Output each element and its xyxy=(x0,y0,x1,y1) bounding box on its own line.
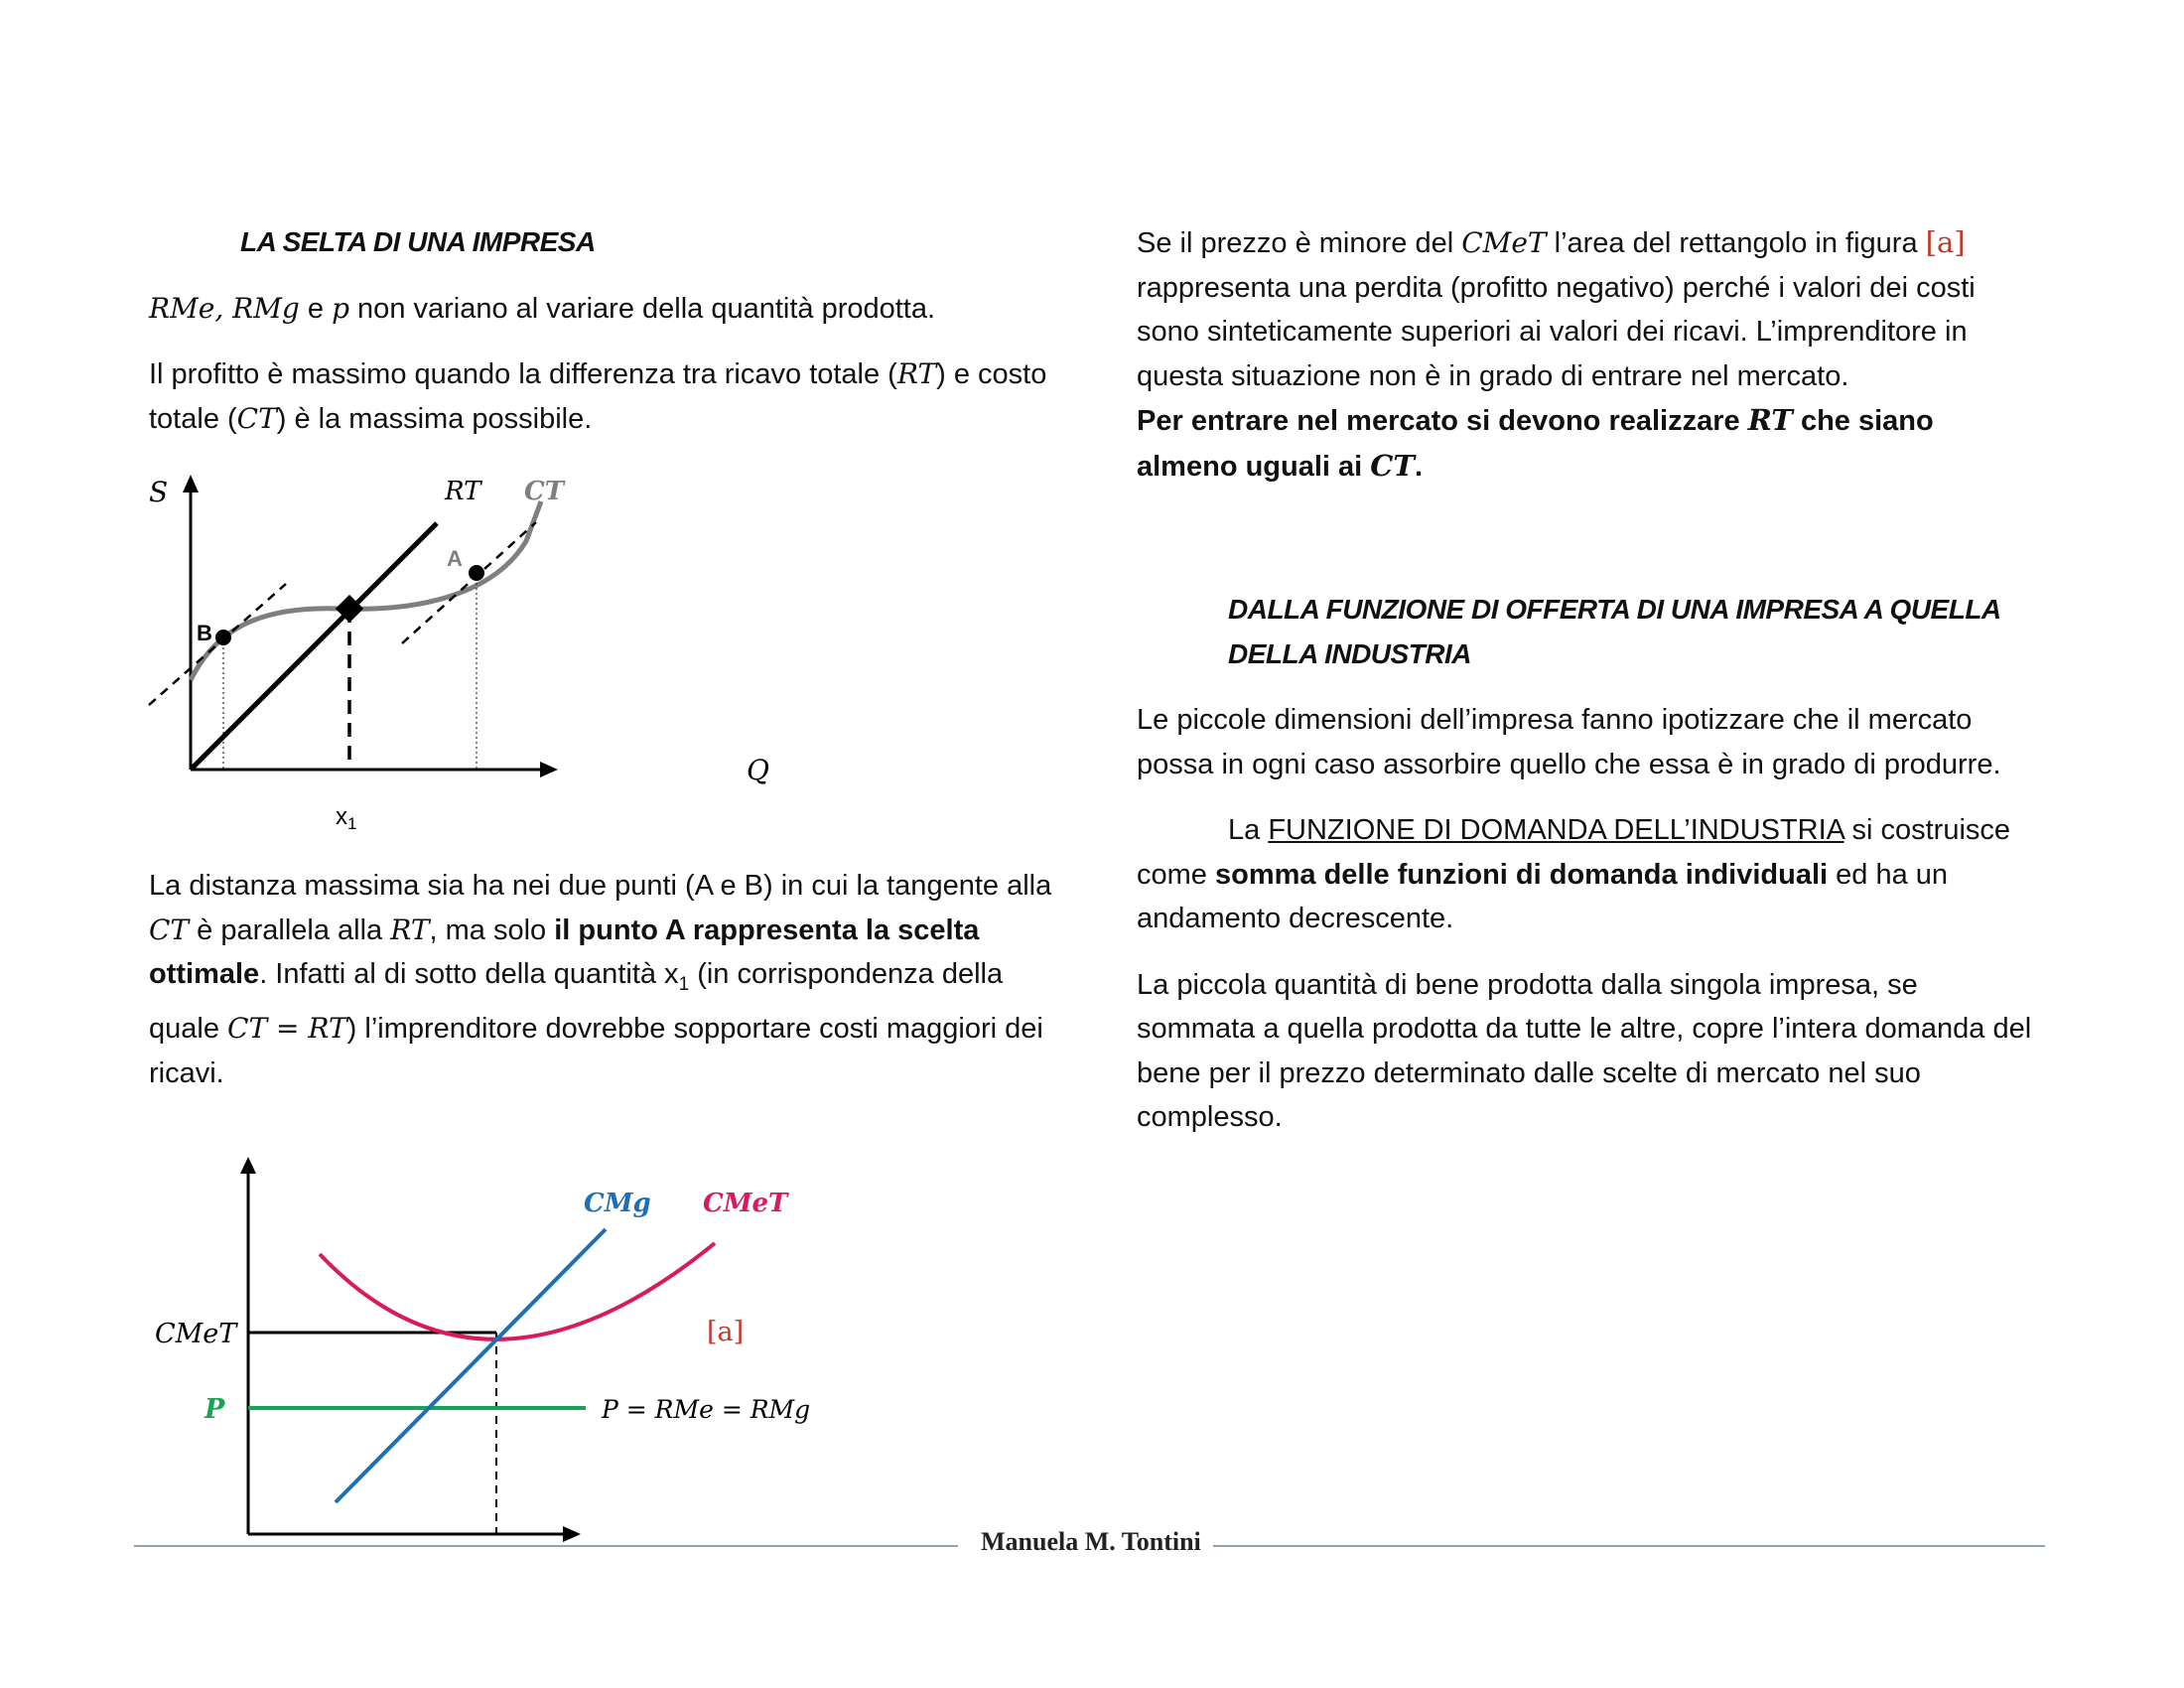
price-line-label: P = RMe = RMg xyxy=(602,1395,811,1424)
section-title-impresa: LA SELTA DI UNA IMPRESA xyxy=(240,226,596,257)
paragraph-piccola-quantita: La piccola quantità di bene prodotta dalla singola impresa, se sommata a quella prodotta da tutte le altre, copre l’intera domanda del bene per il prezzo determinato dalle scelte di mercato nel suo complesso. xyxy=(1137,968,2032,1133)
paragraph-cmet-perdita: Se il prezzo è minore del CMeT l’area del rettangolo in figura [a] rappresenta una perdita (profitto negativo) perché i valori dei costi sono sinteticamente superiori ai valori dei ricavi. L’imprenditore in questa situazione non è in grado di entrare nel mercato. xyxy=(1137,225,1976,392)
right-column xyxy=(1137,220,2035,1140)
area-ref-label: [a] xyxy=(707,1317,745,1347)
footer-line-left xyxy=(134,1545,958,1547)
left-column xyxy=(149,220,1052,441)
chart-rt-ct xyxy=(129,467,804,844)
point-a-label: A xyxy=(447,546,463,571)
section-title-industria: DALLA FUNZIONE DI OFFERTA DI UNA IMPRESA A QUELLA DELLA INDUSTRIA xyxy=(1228,594,2000,669)
chart-cmg-cmet xyxy=(149,1152,864,1549)
cmg-label: CMg xyxy=(584,1189,651,1218)
point-b-label: B xyxy=(197,621,212,645)
paragraph-funzione-domanda: La FUNZIONE DI DOMANDA DELL’INDUSTRIA si costruisce come somma delle funzioni di domanda individuali ed ha un andamento decrescente. xyxy=(1137,814,2011,934)
rt-label: RT xyxy=(445,477,481,506)
paragraph-piccole-dimensioni: Le piccole dimensioni dell’impresa fanno ipotizzare che il mercato possa in ogni caso assorbire quello che essa è in grado di produrre. xyxy=(1137,704,2001,780)
rt-line xyxy=(191,523,437,770)
cmet-label: CMeT xyxy=(703,1189,788,1218)
paragraph-profitto: Il profitto è massimo quando la differenza tra ricavo totale (RT) e costo totale (CT) è la massima possibile. xyxy=(149,357,1047,435)
paragraph-distanza-block xyxy=(149,864,1052,1095)
paragraph-rme-rmg: RMe, RMg e p non variano al variare della quantità prodotta. xyxy=(149,291,936,325)
point-b xyxy=(215,630,231,645)
paragraph-distanza: La distanza massima sia ha nei due punti (A e B) in cui la tangente alla CT è parallela alla RT, ma solo il punto A rappresenta la scelta ottimale. Infatti al di sotto della quantità $x_1$ (in corrispondenza della quale CT = RT) l’imprenditore dovrebbe sopportare costi maggiori dei ricavi. xyxy=(149,870,1052,1089)
x-axis-arrow xyxy=(540,762,558,777)
y-axis-arrow xyxy=(183,475,199,492)
footer-author: Manuela M. Tontini xyxy=(981,1527,1201,1556)
y-axis-label: S xyxy=(149,476,169,508)
cmet-axis-label: CMeT xyxy=(155,1319,237,1349)
x-axis-label: Q xyxy=(747,754,769,786)
y-axis-arrow xyxy=(240,1157,256,1174)
cmet-curve xyxy=(320,1243,715,1339)
x-axis-arrow xyxy=(563,1526,581,1542)
x1-label: $x_1$ xyxy=(336,803,357,833)
point-a xyxy=(469,565,484,581)
paragraph-entrare-mercato: Per entrare nel mercato si devono realizzare RT che siano almeno uguali ai CT. xyxy=(1137,403,1934,483)
footer-line-right xyxy=(1213,1545,2045,1547)
p-axis-label: P xyxy=(205,1394,225,1425)
cmg-line xyxy=(336,1229,606,1502)
figure-ref-a: [a] xyxy=(1925,225,1966,259)
ct-label: CT xyxy=(524,477,565,506)
